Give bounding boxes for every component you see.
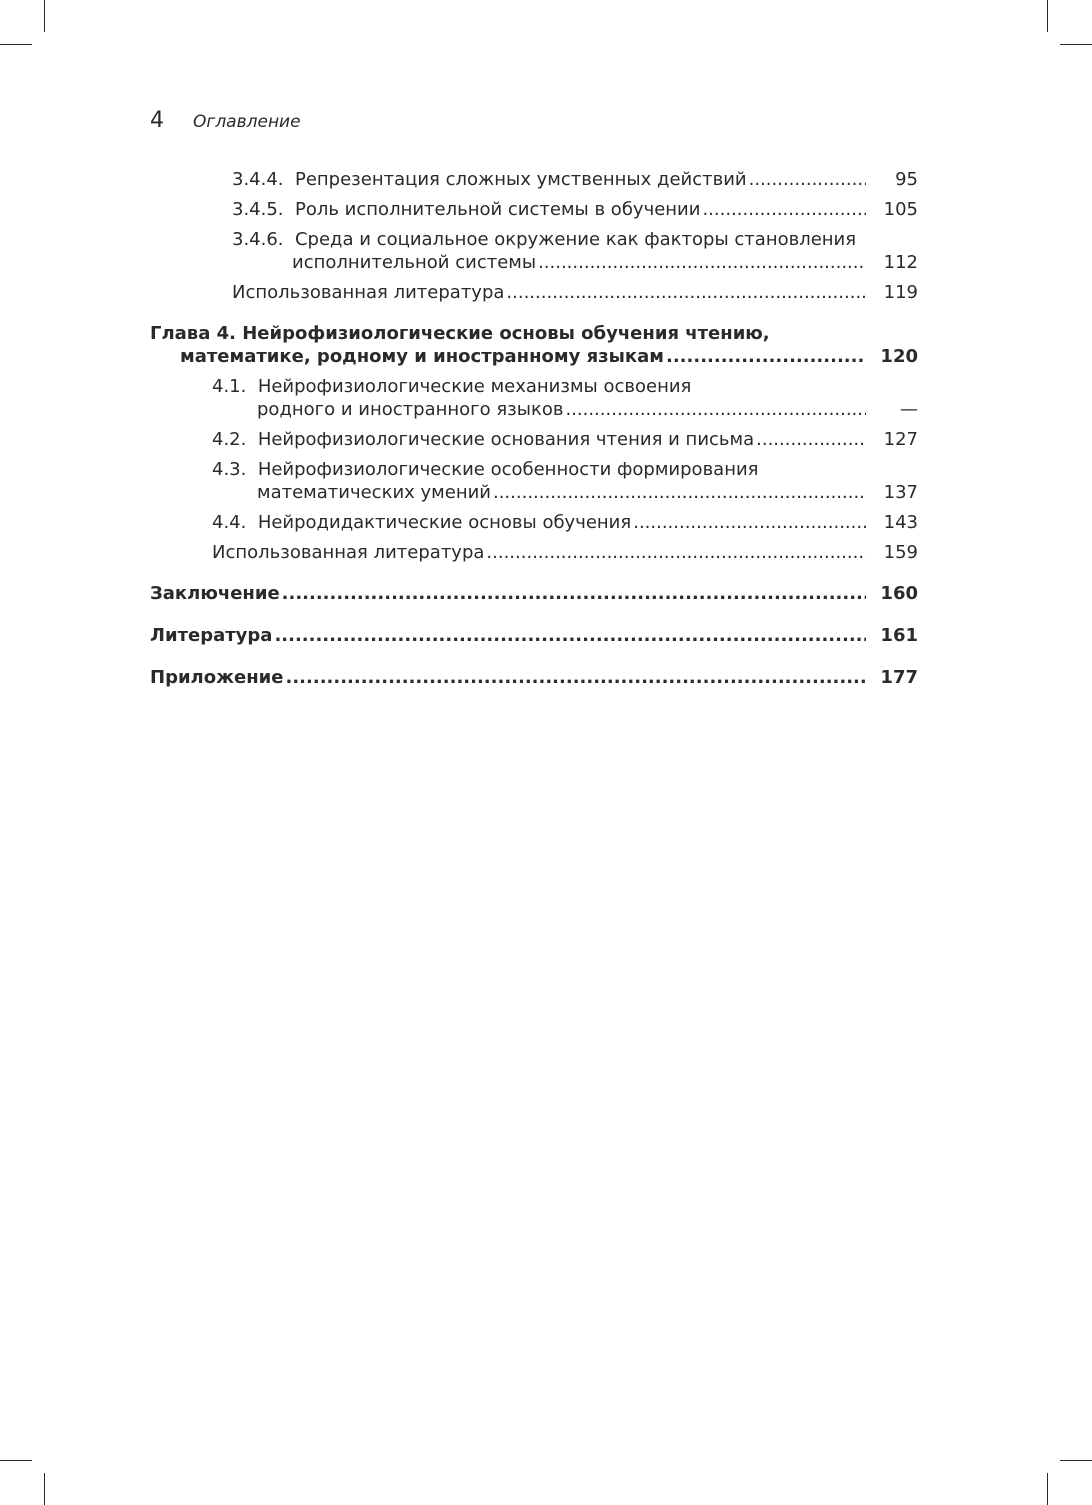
toc-entry-number: 4.3. [212, 459, 247, 480]
dot-leader [486, 541, 866, 564]
dot-leader [565, 398, 866, 421]
toc-entry-title-continued: родного и иностранного языков [257, 399, 564, 420]
toc-entry[interactable] [232, 198, 918, 221]
dot-leader [756, 428, 866, 451]
toc-chapter-page: 160 [880, 583, 918, 604]
toc-entry[interactable] [212, 458, 918, 504]
toc-chapter[interactable] [150, 582, 918, 605]
dot-leader [702, 198, 866, 221]
toc-entry-number: 4.2. [212, 429, 247, 450]
table-of-contents [150, 168, 918, 689]
toc-chapter[interactable] [150, 624, 918, 647]
toc-chapter-page: 161 [880, 625, 918, 646]
toc-entry[interactable] [212, 375, 918, 421]
toc-entry-page: 112 [883, 252, 918, 273]
toc-entry-page: 95 [895, 169, 918, 190]
toc-entry-title: Роль исполнительной системы в обучении [294, 199, 701, 220]
toc-entry-page: 143 [883, 512, 918, 533]
toc-entry-title: Использованная литература [212, 542, 485, 563]
toc-entry-title-continued: исполнительной системы [292, 252, 537, 273]
page-number: 4 [150, 108, 164, 133]
toc-entry-title: Использованная литература [232, 282, 505, 303]
toc-entry-page: — [900, 399, 918, 420]
toc-entry-number: 4.4. [212, 512, 247, 533]
toc-chapter-title: Глава 4. Нейрофизиологические основы обучения чтению, [150, 323, 770, 344]
toc-entry[interactable] [212, 428, 918, 451]
toc-entry-title-continued: математических умений [257, 482, 491, 503]
dot-leader [274, 624, 866, 647]
toc-chapter-title: Литература [150, 625, 273, 646]
crop-mark [1047, 1473, 1048, 1505]
toc-chapter[interactable] [150, 666, 918, 689]
toc-chapter-page: 177 [880, 667, 918, 688]
toc-entry-title: Репрезентация сложных умственных действий [294, 169, 747, 190]
dot-leader [749, 168, 866, 191]
page-header [150, 108, 301, 138]
toc-entry-number: 3.4.5. [232, 199, 284, 220]
toc-entry[interactable] [232, 281, 918, 304]
toc-entry-page: 159 [883, 542, 918, 563]
crop-mark [44, 1473, 45, 1505]
crop-mark [1060, 44, 1092, 45]
toc-chapter-page: 120 [880, 346, 918, 367]
crop-mark [1060, 1460, 1092, 1461]
toc-chapter-title-continued: математике, родному и иностранному языкам [180, 346, 664, 367]
toc-entry[interactable] [212, 511, 918, 534]
toc-entry-title: Нейрофизиологические основания чтения и письма [257, 429, 755, 450]
toc-entry-page: 137 [883, 482, 918, 503]
toc-entry-page: 119 [883, 282, 918, 303]
toc-entry-number: 3.4.4. [232, 169, 284, 190]
toc-entry-page: 127 [883, 429, 918, 450]
toc-entry-page: 105 [883, 199, 918, 220]
toc-chapter-title: Заключение [150, 583, 280, 604]
toc-chapter-title: Приложение [150, 667, 284, 688]
toc-entry-title: Среда и социальное окружение как факторы становления [294, 229, 857, 250]
toc-chapter[interactable] [150, 322, 918, 368]
toc-entry-title: Нейрофизиологические механизмы освоения [257, 376, 692, 397]
toc-entry-number: 3.4.6. [232, 229, 284, 250]
crop-mark [0, 1460, 32, 1461]
crop-mark [0, 44, 32, 45]
dot-leader [506, 281, 866, 304]
dot-leader [282, 582, 866, 605]
dot-leader [538, 251, 866, 274]
toc-entry-number: 4.1. [212, 376, 247, 397]
toc-entry-title: Нейродидактические основы обучения [257, 512, 632, 533]
dot-leader [493, 481, 866, 504]
crop-mark [1047, 0, 1048, 32]
toc-entry[interactable] [232, 228, 918, 274]
toc-entry[interactable] [212, 541, 918, 564]
toc-entry-title: Нейрофизиологические особенности формирования [257, 459, 759, 480]
crop-mark [44, 0, 45, 32]
toc-entry[interactable] [232, 168, 918, 191]
dot-leader [666, 345, 866, 368]
dot-leader [286, 666, 867, 689]
running-head: Оглавление [193, 112, 301, 132]
dot-leader [633, 511, 866, 534]
